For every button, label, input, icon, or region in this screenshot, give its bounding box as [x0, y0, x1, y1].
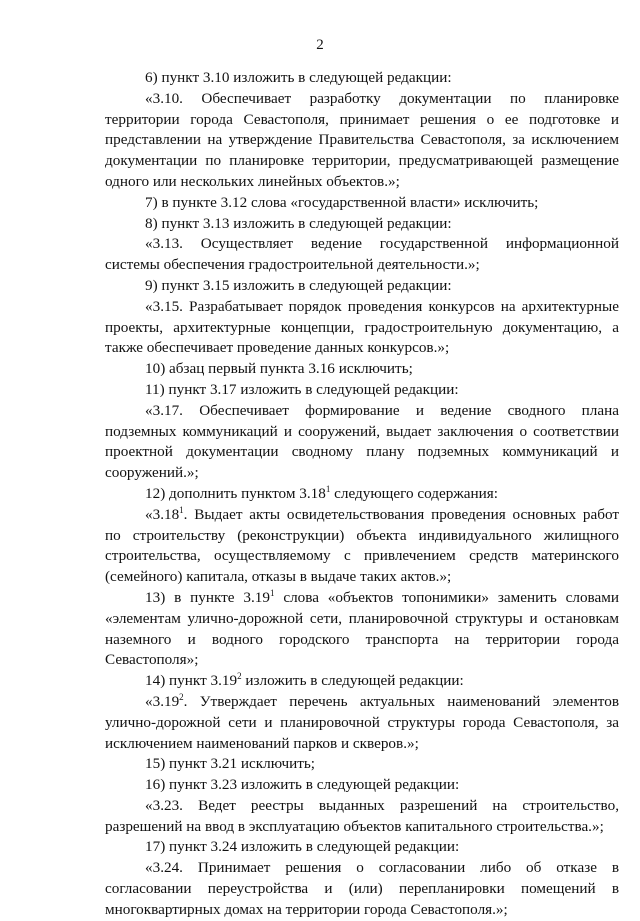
- paragraph: 11) пункт 3.17 изложить в следующей редакции:: [145, 380, 459, 398]
- paragraph: 6) пункт 3.10 изложить в следующей редакции:: [145, 69, 452, 86]
- paragraph-text: 14) пункт 3.19: [145, 672, 238, 690]
- paragraph: [105, 588, 619, 671]
- document-body: [105, 68, 619, 921]
- paragraph: 9) пункт 3.15 изложить в следующей редакции:: [145, 276, 452, 294]
- paragraph-text: 12) дополнить пунктом 3.18: [145, 484, 326, 502]
- paragraph: [105, 692, 619, 754]
- paragraph: «3.24. Принимает решения о согласовании либо об отказе в согласовании переустройства и (или) перепланировки помещений в многоквартирных домах на территории города Севастополя.»;: [105, 859, 619, 918]
- paragraph-text: . Выдает акты освидетельствования проведения основных работ по строительству (реконструкции) объекта индивидуального жилищного строительства, осуществляемому с привлечением средств материнского (семейного) капитала, отказы в выдаче таких актов.»;: [105, 505, 619, 586]
- superscript-index: 2: [179, 691, 184, 702]
- paragraph-text: «3.19: [145, 692, 180, 710]
- paragraph-text: 13) в пункте 3.19: [145, 588, 270, 606]
- paragraph: 10) абзац первый пункта 3.16 исключить;: [145, 360, 413, 378]
- paragraph: «3.15. Разрабатывает порядок проведения конкурсов на архитектурные проекты, архитектурные концепции, градостроительную документацию, а также обеспечивает проведение данных конкурсов.»;: [105, 297, 619, 357]
- paragraph: [105, 671, 619, 692]
- superscript-index: 1: [269, 587, 275, 598]
- paragraph: «3.17. Обеспечивает формирование и ведение сводного плана подземных коммуникаций и сооружений, выдает заключения о соответствии проектной документации сводному плану подземных коммуникаций и сооружений.»;: [105, 401, 619, 482]
- paragraph: 17) пункт 3.24 изложить в следующей редакции:: [145, 838, 460, 856]
- paragraph-text: «3.18: [145, 505, 180, 523]
- paragraph: 15) пункт 3.21 исключить;: [145, 755, 316, 773]
- paragraph: [105, 505, 619, 588]
- paragraph: «3.13. Осуществляет ведение государственной информационной системы обеспечения градостроительной деятельности.»;: [105, 235, 619, 274]
- paragraph: 7) в пункте 3.12 слова «государственной власти» исключить;: [145, 193, 539, 211]
- paragraph-text: . Утверждает перечень актуальных наименований элементов улично-дорожной сети и планировочной структуры города Севастополя, за исключением наименований парков и скверов.»;: [105, 692, 619, 752]
- superscript-index: 1: [325, 483, 331, 494]
- paragraph-text: изложить в следующей редакции:: [241, 672, 464, 690]
- paragraph-text: следующего содержания:: [330, 484, 498, 502]
- paragraph: [105, 484, 619, 505]
- paragraph: 8) пункт 3.13 изложить в следующей редакции:: [145, 214, 452, 232]
- page-number: 2: [316, 37, 324, 53]
- superscript-index: 2: [237, 671, 242, 682]
- paragraph: «3.23. Ведет реестры выданных разрешений на строительство, разрешений на ввод в эксплуатацию объектов капитального строительства.»;: [105, 796, 619, 835]
- paragraph: «3.10. Обеспечивает разработку документации по планировке территории города Севастополя, принимает решения о ее подготовке и представлении на утверждение Правительства Севастополя, за исключением документации по планировке территории, предусматривающей размещение одного или нескольких линейных объектов.»;: [105, 89, 619, 190]
- superscript-index: 1: [179, 504, 184, 515]
- paragraph-text: слова «объектов топонимики» заменить словами «элементам улично-дорожной сети, планировочной структуры и остановкам наземного и водного городского транспорта на территории города Севастополя»;: [105, 588, 619, 669]
- paragraph: 16) пункт 3.23 изложить в следующей редакции:: [145, 776, 460, 794]
